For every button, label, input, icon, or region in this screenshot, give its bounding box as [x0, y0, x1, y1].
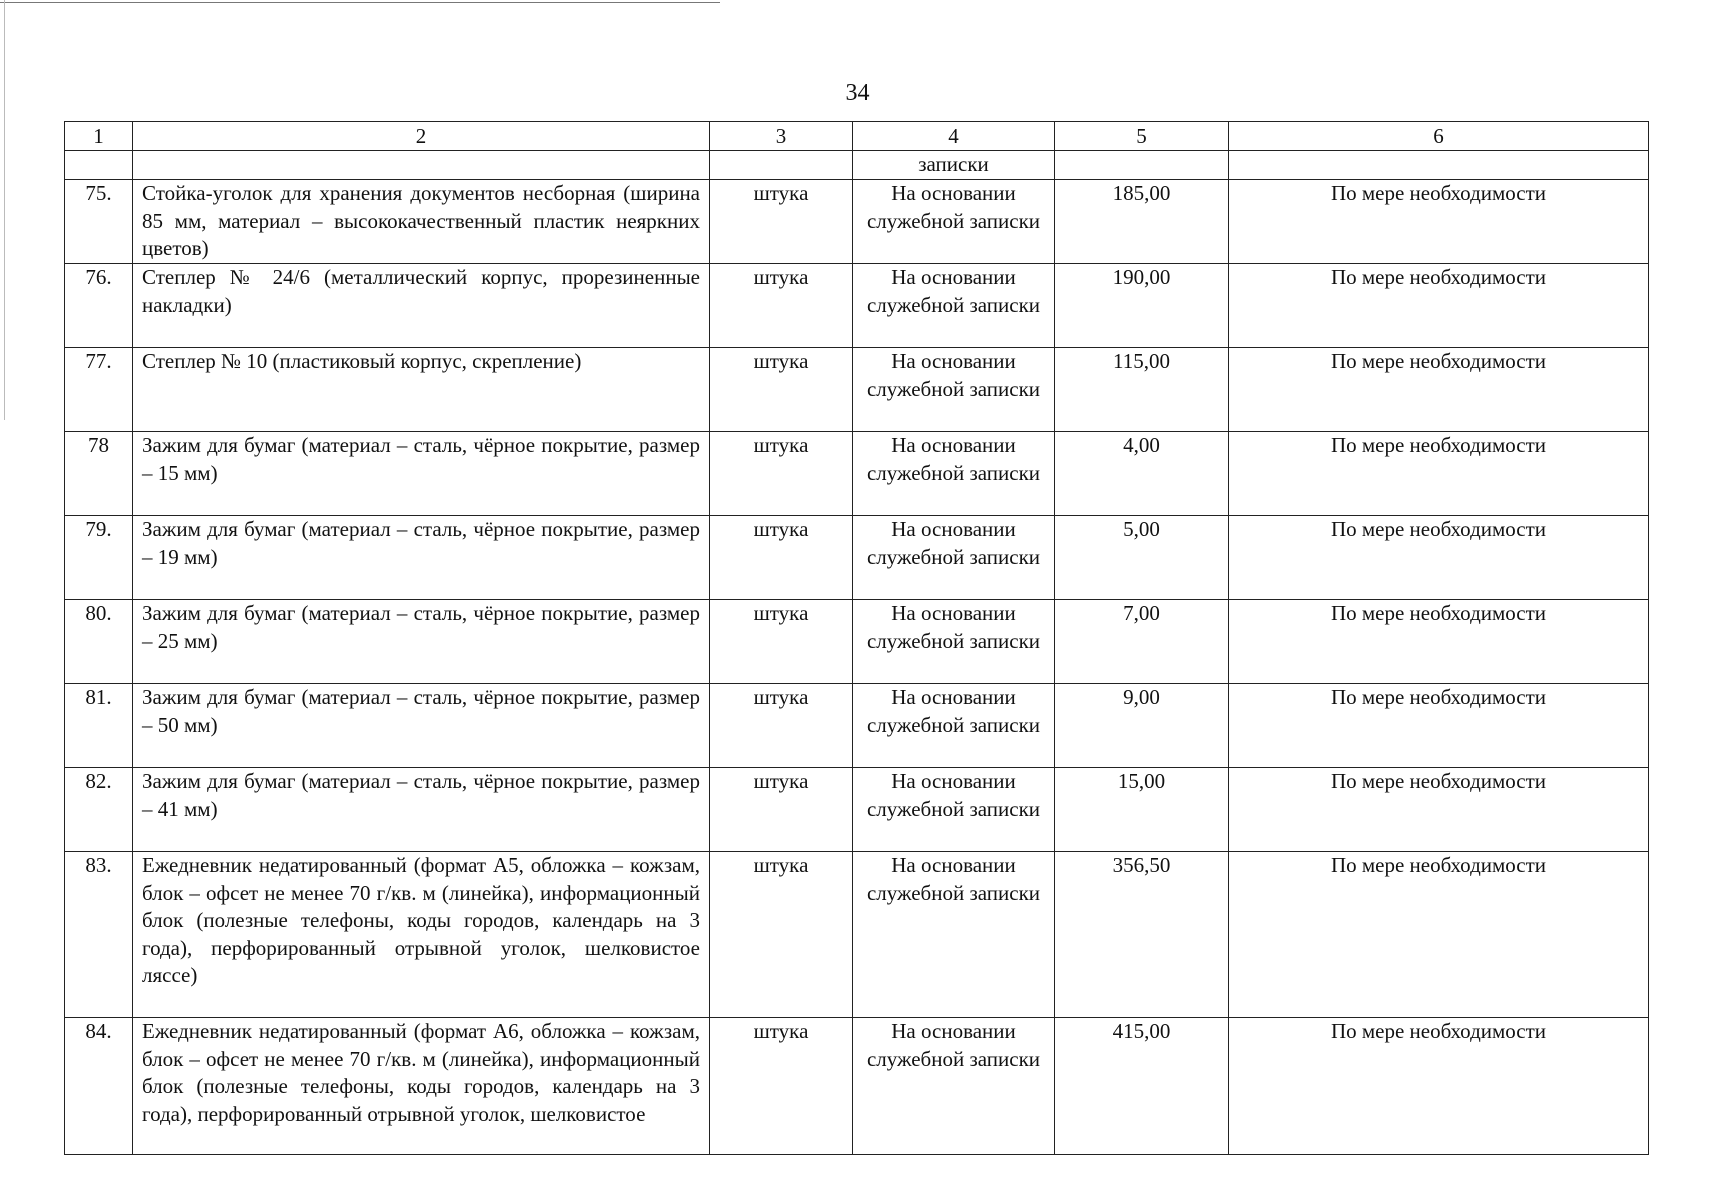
column-header: 2 — [133, 122, 710, 151]
cell-price: 15,00 — [1055, 768, 1229, 852]
table-row — [65, 432, 1649, 516]
column-header: 3 — [710, 122, 853, 151]
cell-basis: На основании служебной записки — [853, 1018, 1055, 1155]
table-row — [65, 516, 1649, 600]
cell-name: Зажим для бумаг (материал – сталь, чёрное покрытие, размер – 19 мм) — [133, 516, 710, 600]
cell-price: 356,50 — [1055, 852, 1229, 1018]
cell-price: 415,00 — [1055, 1018, 1229, 1155]
cell-name: Зажим для бумаг (материал – сталь, чёрное покрытие, размер – 41 мм) — [133, 768, 710, 852]
cell-name: Зажим для бумаг (материал – сталь, чёрное покрытие, размер – 50 мм) — [133, 684, 710, 768]
cell-number — [65, 151, 133, 180]
cell-number: 78 — [65, 432, 133, 516]
cell-unit: штука — [710, 180, 853, 264]
cell-price: 190,00 — [1055, 264, 1229, 348]
cell-frequency: По мере необходимости — [1229, 768, 1649, 852]
cell-basis: На основании служебной записки — [853, 516, 1055, 600]
cell-name: Ежедневник недатированный (формат А5, обложка – кожзам, блок – офсет не менее 70 г/кв. м (линейка), информационный блок (полезные телефоны, коды городов, календарь на 3 года), перфорированный отрывной уголок, шелковистое ляссе) — [133, 852, 710, 1018]
cell-unit: штука — [710, 600, 853, 684]
table-header-row — [65, 122, 1649, 151]
cell-frequency: По мере необходимости — [1229, 516, 1649, 600]
cell-name: Зажим для бумаг (материал – сталь, чёрное покрытие, размер – 15 мм) — [133, 432, 710, 516]
cell-basis: На основании служебной записки — [853, 348, 1055, 432]
cell-basis: На основании служебной записки — [853, 768, 1055, 852]
column-header: 5 — [1055, 122, 1229, 151]
table-row — [65, 852, 1649, 1018]
table-row — [65, 684, 1649, 768]
cell-frequency: По мере необходимости — [1229, 684, 1649, 768]
cell-name: Степлер № 10 (пластиковый корпус, скрепление) — [133, 348, 710, 432]
cell-number: 82. — [65, 768, 133, 852]
cell-unit: штука — [710, 264, 853, 348]
cell-name: Ежедневник недатированный (формат А6, обложка – кожзам, блок – офсет не менее 70 г/кв. м (линейка), информационный блок (полезные телефоны, коды городов, календарь на 3 года), перфорированный отрывной уголок, шелковистое — [142, 1019, 700, 1126]
scan-edge-line — [4, 0, 5, 420]
table-row — [65, 1018, 1649, 1155]
cell-number: 75. — [65, 180, 133, 264]
cell-frequency: По мере необходимости — [1229, 264, 1649, 348]
cell-number: 76. — [65, 264, 133, 348]
cell-name-wrapper — [133, 1018, 710, 1155]
cell-price: 9,00 — [1055, 684, 1229, 768]
cell-number: 81. — [65, 684, 133, 768]
cell-basis: На основании служебной записки — [853, 180, 1055, 264]
table-row — [65, 180, 1649, 264]
cell-basis: На основании служебной записки — [853, 852, 1055, 1018]
cell-unit: штука — [710, 684, 853, 768]
cell-unit: штука — [710, 516, 853, 600]
cell-number: 77. — [65, 348, 133, 432]
cell-basis: На основании служебной записки — [853, 264, 1055, 348]
cell-frequency — [1229, 151, 1649, 180]
table-row-continuation — [65, 151, 1649, 180]
cell-number: 83. — [65, 852, 133, 1018]
column-header: 4 — [853, 122, 1055, 151]
cell-frequency: По мере необходимости — [1229, 1018, 1649, 1155]
cell-frequency: По мере необходимости — [1229, 348, 1649, 432]
cell-price: 7,00 — [1055, 600, 1229, 684]
cell-number: 79. — [65, 516, 133, 600]
cell-price: 4,00 — [1055, 432, 1229, 516]
cell-basis: записки — [853, 151, 1055, 180]
cell-unit: штука — [710, 852, 853, 1018]
table-row — [65, 348, 1649, 432]
cell-price: 185,00 — [1055, 180, 1229, 264]
column-header: 6 — [1229, 122, 1649, 151]
cell-unit: штука — [710, 768, 853, 852]
cell-name: Зажим для бумаг (материал – сталь, чёрное покрытие, размер – 25 мм) — [133, 600, 710, 684]
cell-basis: На основании служебной записки — [853, 600, 1055, 684]
scan-edge-line — [0, 2, 720, 3]
cell-unit: штука — [710, 1018, 853, 1155]
cell-basis: На основании служебной записки — [853, 432, 1055, 516]
cell-frequency: По мере необходимости — [1229, 600, 1649, 684]
items-table — [64, 121, 1649, 1155]
cell-price — [1055, 151, 1229, 180]
cell-name: Стойка-уголок для хранения документов несборная (ширина 85 мм, материал – высококачественный пластик неяркних цветов) — [133, 180, 710, 264]
table-row — [65, 264, 1649, 348]
table-row — [65, 600, 1649, 684]
cell-number: 80. — [65, 600, 133, 684]
cell-frequency: По мере необходимости — [1229, 432, 1649, 516]
table-row — [65, 768, 1649, 852]
page-number: 34 — [845, 80, 870, 106]
cell-frequency: По мере необходимости — [1229, 852, 1649, 1018]
cell-name — [133, 151, 710, 180]
cell-unit: штука — [710, 348, 853, 432]
cell-unit: штука — [710, 432, 853, 516]
cell-price: 115,00 — [1055, 348, 1229, 432]
cell-basis: На основании служебной записки — [853, 684, 1055, 768]
cell-frequency: По мере необходимости — [1229, 180, 1649, 264]
cell-number: 84. — [65, 1018, 133, 1155]
column-header: 1 — [65, 122, 133, 151]
cell-unit — [710, 151, 853, 180]
cell-price: 5,00 — [1055, 516, 1229, 600]
cell-name: Степлер № 24/6 (металлический корпус, прорезиненные накладки) — [133, 264, 710, 348]
